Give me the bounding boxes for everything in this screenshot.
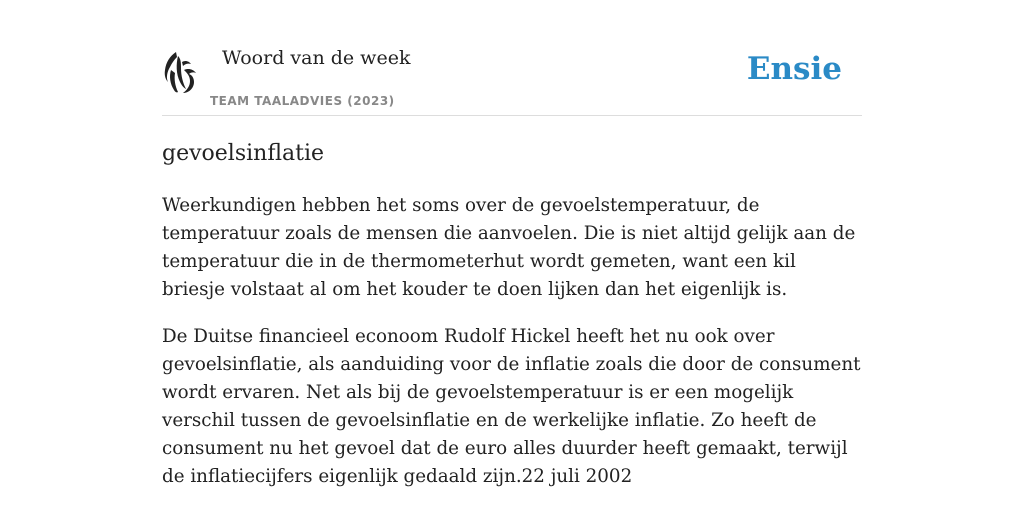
header-subtitle: TEAM TAALADVIES (2023) [210, 94, 395, 108]
header-title: Woord van de week [222, 47, 411, 69]
article-paragraph: Weerkundigen hebben het soms over de gevoelstemperatuur, de temperatuur zoals de mensen die aanvoelen. Die is niet altijd gelijk aan de temperatuur die in de thermometerhut wordt gemeten, want een kil briesje volstaat al om het kouder te doen lijken dan het eigenlijk is. [162, 195, 856, 300]
flemish-lion-logo-icon [162, 48, 198, 96]
article-body [162, 192, 862, 510]
brand-link[interactable]: Ensie [746, 51, 842, 87]
article-headword: gevoelsinflatie [162, 141, 325, 166]
article-paragraph: De Duitse financieel econoom Rudolf Hickel heeft het nu ook over gevoelsinflatie, als aanduiding voor de inflatie zoals die door de consument wordt ervaren. Net als bij de gevoelstemperatuur is er een mogelijk verschil tussen de gevoelsinflatie en de werkelijke inflatie. Zo heeft de consument nu het gevoel dat de euro alles duurder heeft gemaakt, terwijl de inflatiecijfers eigenlijk gedaald zijn.22 juli 2002 [162, 326, 861, 487]
page [162, 0, 862, 512]
header [162, 0, 862, 116]
